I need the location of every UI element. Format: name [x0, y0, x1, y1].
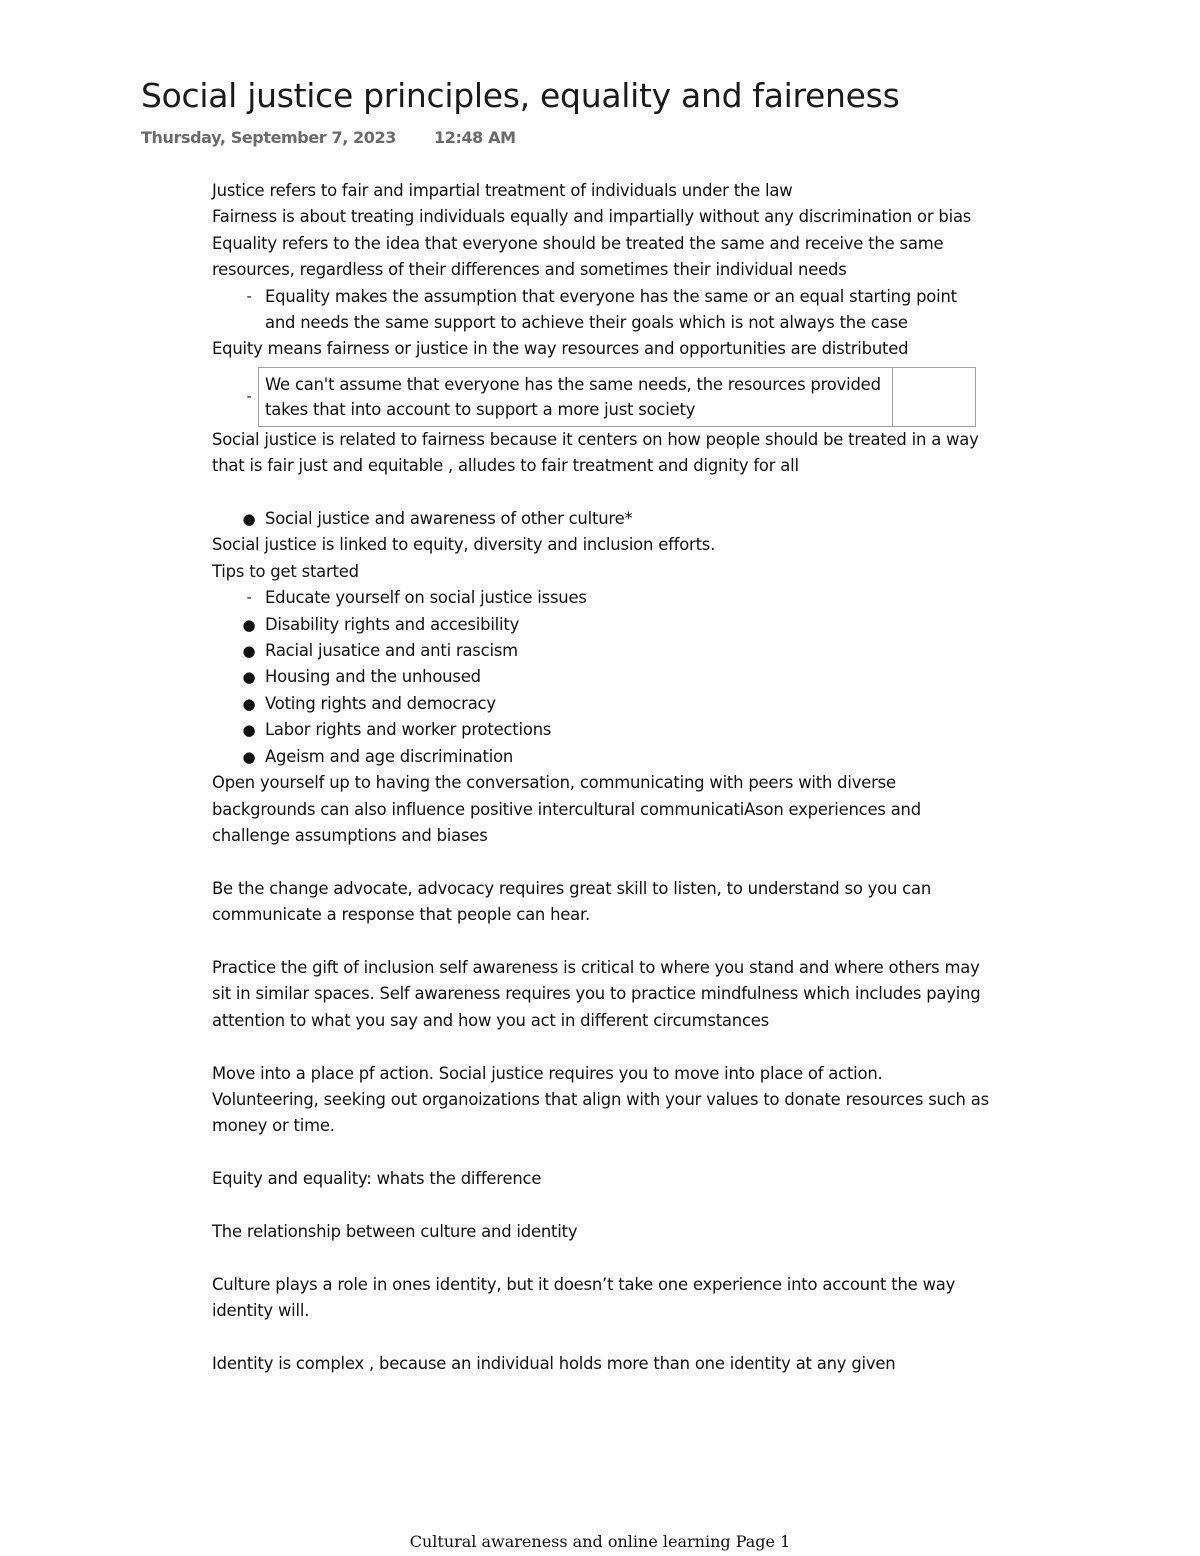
list-item	[212, 744, 992, 770]
list-item-text: Equality makes the assumption that everyone has the same or an equal starting point and needs the same support to achieve their goals which is not always the case	[265, 286, 957, 333]
list-item	[212, 717, 992, 743]
paragraph: Be the change advocate, advocacy requires great skill to listen, to understand so you can communicate a response that people can hear.	[212, 878, 932, 925]
list-item	[212, 284, 992, 337]
paragraph: Equity and equality: whats the difference	[212, 1169, 542, 1189]
list-item-text: Ageism and age discrimination	[265, 746, 514, 766]
list-item	[212, 691, 992, 717]
paragraph: Social justice is linked to equity, diversity and inclusion efforts.	[212, 535, 716, 555]
table-cell-empty	[893, 368, 975, 426]
bullet-marker: ●	[242, 510, 256, 529]
spacer	[212, 1245, 992, 1271]
bullet-marker: ●	[242, 694, 256, 713]
spacer	[212, 929, 992, 955]
list-item	[212, 506, 992, 532]
list-item	[212, 367, 992, 423]
paragraph: Equality refers to the idea that everyone should be treated the same and receive the same resources, regardless of their differences and sometimes their individual needs	[212, 233, 944, 280]
list-item-text: Social justice and awareness of other culture*	[265, 509, 633, 529]
dash-marker: -	[246, 388, 252, 405]
paragraph: Social justice is related to fairness because it centers on how people should be treated in a way that is fair just and equitable , alludes to fair treatment and dignity for all	[212, 429, 979, 476]
list-item-text: Educate yourself on social justice issues	[265, 588, 587, 608]
paragraph: Fairness is about treating individuals equally and impartially without any discrimination or bias	[212, 207, 972, 227]
table-cell: We can't assume that everyone has the same needs, the resources provided takes that into account to support a more just society	[259, 368, 893, 426]
list-item-text: Disability rights and accesibility	[265, 614, 520, 634]
bullet-marker: ●	[242, 668, 256, 687]
dash-marker: -	[246, 288, 252, 305]
bullet-marker: ●	[242, 747, 256, 766]
page-footer: Cultural awareness and online learning Page 1	[409, 1532, 791, 1551]
list-item	[212, 664, 992, 690]
paragraph: The relationship between culture and identity	[212, 1221, 578, 1241]
bullet-marker: ●	[242, 642, 256, 661]
note-body	[212, 178, 992, 1377]
spacer	[212, 480, 992, 506]
list-item-text: Housing and the unhoused	[265, 667, 481, 687]
spacer	[212, 1140, 992, 1166]
bullet-marker: ●	[242, 615, 256, 634]
page-time: 12:48 AM	[433, 128, 516, 147]
bullet-marker: ●	[242, 721, 256, 740]
page-date: Thursday, September 7, 2023	[141, 128, 396, 147]
paragraph: Justice refers to fair and impartial treatment of individuals under the law	[212, 181, 793, 200]
paragraph: Identity is complex , because an individual holds more than one identity at any given	[212, 1353, 896, 1373]
page-title: Social justice principles, equality and faireness	[141, 76, 900, 115]
list-item-text: Voting rights and democracy	[265, 693, 496, 713]
list-item	[212, 585, 992, 611]
list-item-text: Labor rights and worker protections	[265, 720, 552, 740]
paragraph: Practice the gift of inclusion self awareness is critical to where you stand and where others may sit in similar spaces. Self awareness requires you to practice mindfulness which includes paying attention to what you say and how you act in different circumstances	[212, 957, 981, 1030]
spacer	[212, 1193, 992, 1219]
paragraph: Culture plays a role in ones identity, but it doesn’t take one experience into account the way identity will.	[212, 1274, 956, 1321]
paragraph: Move into a place pf action. Social justice requires you to move into place of action. Volunteering, seeking out organoizations that align with your values to donate resources such as money or time.	[212, 1063, 989, 1136]
paragraph: Equity means fairness or justice in the way resources and opportunities are distributed	[212, 339, 909, 359]
list-item	[212, 638, 992, 664]
paragraph: Open yourself up to having the conversation, communicating with peers with diverse backgrounds can also influence positive intercultural communicatiAson experiences and challenge assumptions and biases	[212, 773, 921, 845]
list-item-text: Racial jusatice and anti rascism	[265, 641, 518, 661]
list-item	[212, 612, 992, 638]
spacer	[212, 849, 992, 875]
page-timestamp	[141, 128, 516, 147]
spacer	[212, 1034, 992, 1060]
tips-heading: Tips to get started	[212, 561, 359, 581]
spacer	[212, 1325, 992, 1351]
embedded-table	[258, 367, 976, 427]
dash-marker: -	[246, 590, 252, 607]
